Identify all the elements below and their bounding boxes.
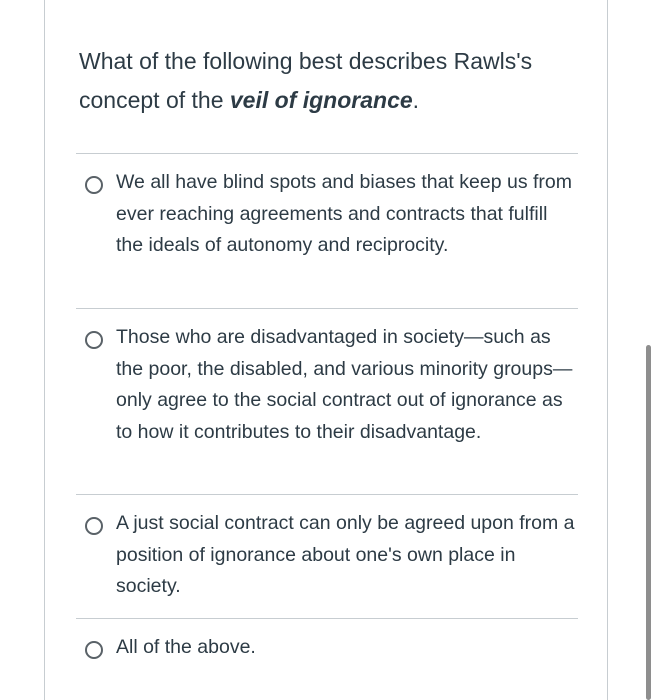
page-scrollbar[interactable] <box>646 345 651 700</box>
quiz-question-panel <box>44 0 608 700</box>
answer-option-4[interactable] <box>76 618 578 688</box>
radio-button-3[interactable] <box>85 517 103 535</box>
answer-option-3[interactable] <box>76 494 578 618</box>
question-text <box>79 42 579 120</box>
answer-option-2[interactable] <box>76 308 578 494</box>
answer-label-1: We all have blind spots and biases that keep us from ever reaching agreements and contracts that fulfill the ideals of autonomy and reciprocity. <box>116 171 572 256</box>
radio-button-1[interactable] <box>85 176 103 194</box>
answer-label-4: All of the above. <box>116 636 256 658</box>
answer-option-1[interactable] <box>76 153 578 308</box>
question-text-end: . <box>412 87 420 113</box>
question-emphasis: veil of ignorance <box>229 87 413 113</box>
answer-label-3: A just social contract can only be agreed upon from a position of ignorance about one's own place in society. <box>116 512 575 597</box>
question-text-start: What of the following best describes Rawls's concept of the <box>79 48 533 113</box>
answer-list <box>76 153 578 688</box>
radio-button-4[interactable] <box>85 641 103 659</box>
radio-button-2[interactable] <box>85 331 103 349</box>
answer-label-2: Those who are disadvantaged in society—such as the poor, the disabled, and various minority groups—only agree to the social contract out of ignorance as to how it contributes to their disadvantage. <box>116 326 573 443</box>
